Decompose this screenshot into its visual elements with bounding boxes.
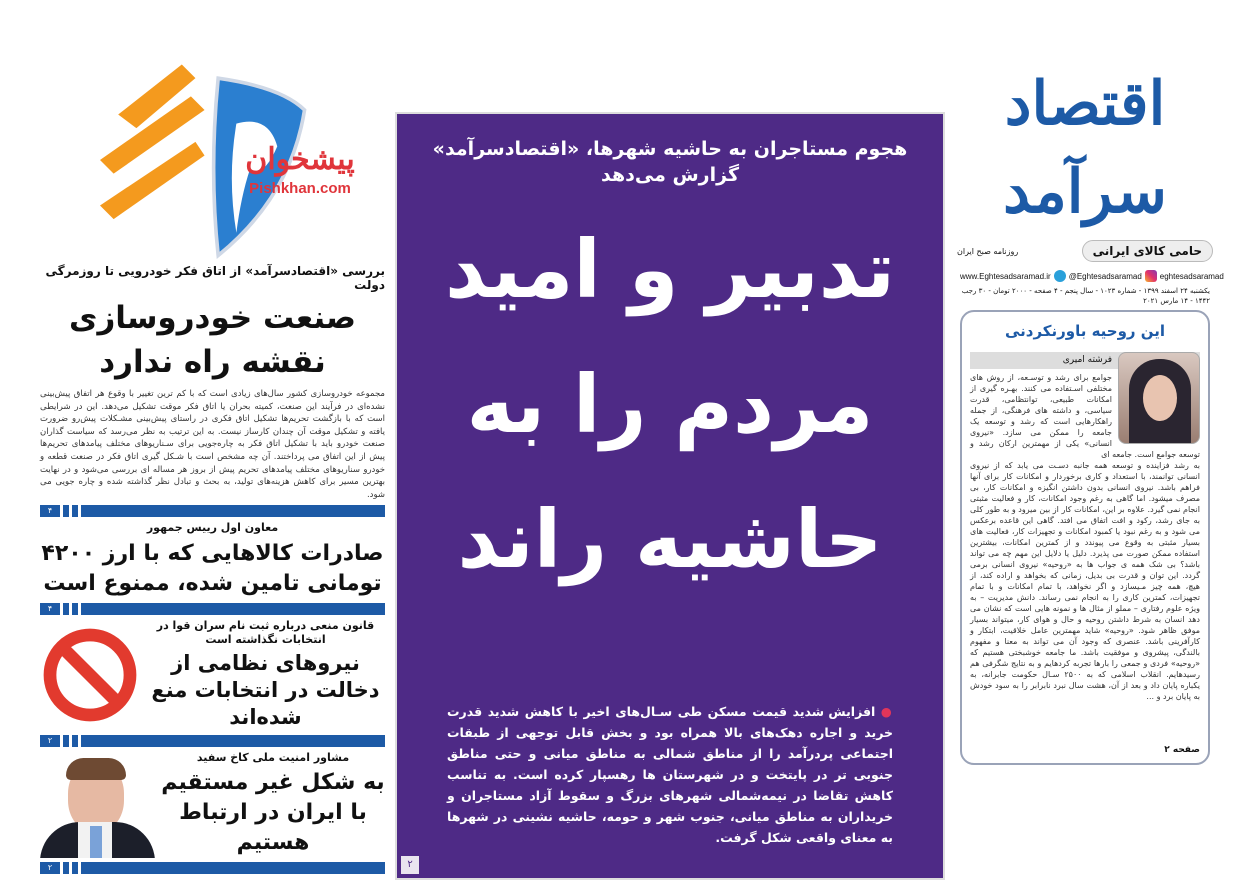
story3-headline[interactable]: نیروهای نظامی از دخالت در انتخابات منع شده‌اند <box>151 651 380 730</box>
watermark-fa: پیشخوان <box>245 142 355 177</box>
editorial-text-1: جوامع برای رشد و توسـعه، از روش های مختلفی اسـتفاده می کنند. بهـره گیری از امکانات طبیعی، توانتظامی، قدرت سیاسی، و داشته های فرهنگی، از جمله راهکارهایی است که رشد و توسعه یک جامعه را ممکن می سازد. «نیروی انسانی» یکی از مهمترین ارکان رشد و توسعه جوامع است. جامعه ای <box>970 373 1200 459</box>
watermark-en: Pishkhan.com <box>249 180 351 197</box>
main-kicker: هجوم مستاجران به حاشیه شهرها، «اقتصادسرآمد» گزارش می‌دهد <box>432 138 908 186</box>
main-headline-line1: تدبیر و امید <box>445 223 895 316</box>
story1-headline[interactable] <box>40 296 385 384</box>
story2-kicker: معاون اول رییس جمهور <box>146 521 279 535</box>
main-story[interactable] <box>395 112 945 880</box>
main-headline <box>417 202 923 607</box>
editorial-text-2: به رشد فزاینده و توسعه همه جانبه دسـت می یابد که از نیروی انسانی توانمند، با استعداد و کاری برخوردار و امکانات کار برای آنها فراهم باشد. نیروی انسانی بدون داشتن انگیزه و امکانات کار، بی مصرف میشود. اما گاهی به رغم وجود امکانات، کار و فعالیت مثبتی انجام نمی گیرد. علاوه بر این، امکانات کار از بین میرود و به طور کلی به جای رشد، رکود و افت اتفاق می افتد. گاهی این قاعده برعکس می شود و به رغم نبود یا کمبود امکانات و تجهیزات کار، فعالیت های بسیار مثبتی به وقوع می پیوندد و از کمترین امکانات، بیشترین استفاده ممکن صورت می پذیرد. دلیل یا دلایل این مهم چه می تواند باشد؟ بی شک همه ی جواب ها به «روحیه» نیروی انسانی برمی گردد. این توان و قدرت بی بدیل، زمانی که بخواهد و اراده کند، از هیچ، همه چیز مـیسازد و اگر نخواهد، با تمام امکانات و با تمام تجهیزات، کمترین کاری را به انجام نمی رساند. دانش مدیریت – به ویژه علوم رفتاری – مملو از مثال ها و نمونه هایی است که نشان می دهد انسان به شرط داشتن روحیه و حال و هوای کار، میتواند بسیار موفق ظاهر شود. «روحیه» شاید مهمترین عامل خلاقیت، ابتکار و کارآفرینی باشد. عنصری که وجود آن می تواند به معنا و مفهوم بالندگی، پیشروی و موفقیت باشد. ما جامعه خوشبختی هستیم که «روحیه» فردی و جمعی را بارها تجربه کردهایم و به نتایج شگرفی هم رسیدهایم. انقلاب اسلامی که به ۲۵۰۰ سـال حکومت جابرانه، به یکباره پایان داد و بعد از آن، هشت سال نبرد نابرابر را به سود خودش به پایان برد و ... <box>970 461 1200 701</box>
story1-body: مجموعه خودروسازی کشور سال‌های زیادی است که با کم ترین تغییر با وقوع هر اتفاق پیش‌بینی نشده‌ای در فرآیند این صنعت، کمیته بحران یا اتاق فکر موقت تشکیل می‌دهد. این در شرایطی است که با بازگشت تحریم‌ها تشکیل اتاق فکری در راستای پیش‌بینی مشـکلات پیش‌رو ضرورت یافته و تشکیل موقت آن چندان کارساز نیست. به این ترتیب به نظر می‌رسد که سیاست گذاران صنعت خودرو باید با تشکیل اتاق فکر به چاره‌جویی برای سـناریوهای مختلف پیامدهای تحریم‌ها پیش از این اتفاق می پرداختند. آن چه مشخص است با شـکل گیری اتاق فکر در صنعت قطعه و خودرو سناریوهای مختلف پیامدهای تحریم پیش از بروز هر مساله ای بررسی می‌شود و در نهایت بهترین مسیر برای کاهش هزینه‌های تولید، به بحث و تبادل نظر گذاشته شده و چاره جویی می شود. <box>40 389 385 500</box>
page-number: ۲ <box>40 862 60 874</box>
person-photo <box>40 758 155 858</box>
left-column <box>40 60 385 874</box>
dateline: یکشنبه ۲۴ اسفند ۱۳۹۹ - شماره ۱۰۲۳ - سال پنجم - ۴ صفحه - ۲۰۰۰ تومان - ۳۰ رجب ۱۴۴۲ - ۱۴ مارس ۲۰۲۱ <box>961 287 1210 305</box>
prohibited-sign-icon <box>40 625 140 725</box>
section-bar <box>40 505 385 517</box>
main-lead <box>417 701 923 848</box>
bullet-icon: ● <box>875 704 893 719</box>
story4 <box>40 751 385 858</box>
story3 <box>40 619 385 731</box>
slogan-badge: حامی کالای ایرانی <box>1082 240 1213 262</box>
editorial-title: این روحیه باورنکردنی <box>1004 322 1166 340</box>
section-bar <box>40 862 385 874</box>
story1-headline-line1: صنعت خودروسازی <box>69 300 356 336</box>
social-links <box>955 270 1224 282</box>
telegram-icon <box>1054 270 1066 282</box>
story1-image <box>40 60 385 260</box>
story1-kicker: بررسی «اقتصادسرآمد» از اتاق فکر خودرویی تا روزمرگی دولت <box>45 264 385 292</box>
masthead-subtitle: روزنامه صبح ایران <box>957 246 1019 256</box>
main-lead-text: افزایش شدید قیمت مسکن طی سـال‌های اخیر با کاهش شدید قدرت خرید و اجاره دهک‌های بالا همراه بود و بخش قابل توجهی از طبقات اجتماعی پردرآمد را از مناطق شمالی به مناطق میانی و حتی مناطق جنوبی تر در پایتخت و در شهرستان ها رهسپار کرده است. به تناسب کاهش تقاضا در نیمه‌شمالی شهرهای بزرگ و سقوط آزاد مستاجران و خریداران به مناطق میانی، جنوب شهر و حومه، حاشیه نشینی در شهرها به معنای واقعی شکل گرفت. <box>447 704 893 845</box>
page-number: ۲ <box>401 856 419 874</box>
right-column <box>955 60 1224 765</box>
author-name: فرشته امیری <box>970 352 1200 369</box>
section-bar <box>40 735 385 747</box>
website-link[interactable]: www.Eghtesadsaramad.ir <box>960 271 1051 281</box>
story1-headline-line2: نقشه راه ندارد <box>99 344 326 380</box>
section-bar <box>40 603 385 615</box>
page-number: ۲ <box>40 735 60 747</box>
main-headline-line2: مردم را به <box>466 358 874 451</box>
page-number: ۴ <box>40 505 60 517</box>
main-headline-line3: حاشیه راند <box>457 493 883 586</box>
telegram-handle[interactable]: @Eghtesadsaramad <box>1068 271 1142 281</box>
page-reference[interactable]: صفحه ۲ <box>1164 745 1200 755</box>
masthead-name: اقتصاد سرآمد <box>1003 69 1167 227</box>
story4-headline[interactable]: به شکل غیر مستقیم با ایران در ارتباط هستیم <box>161 770 385 856</box>
instagram-handle[interactable]: eghtesadsaramad <box>1159 271 1224 281</box>
story4-kicker: مشاور امنیت ملی کاخ سفید <box>196 751 350 765</box>
author-photo <box>1118 352 1200 444</box>
editorial-box[interactable] <box>960 310 1210 765</box>
story2-headline[interactable]: صادرات کالاهایی که با ارز ۴۲۰۰ تومانی تامین شده، ممنوع است <box>41 541 384 597</box>
story3-kicker: قانون منعی درباره ثبت نام سران قوا در انتخابات نگذاشته است <box>156 619 375 647</box>
pishkhan-watermark <box>230 140 370 198</box>
masthead-logo <box>955 60 1215 266</box>
page-number: ۴ <box>40 603 60 615</box>
instagram-icon <box>1145 270 1157 282</box>
